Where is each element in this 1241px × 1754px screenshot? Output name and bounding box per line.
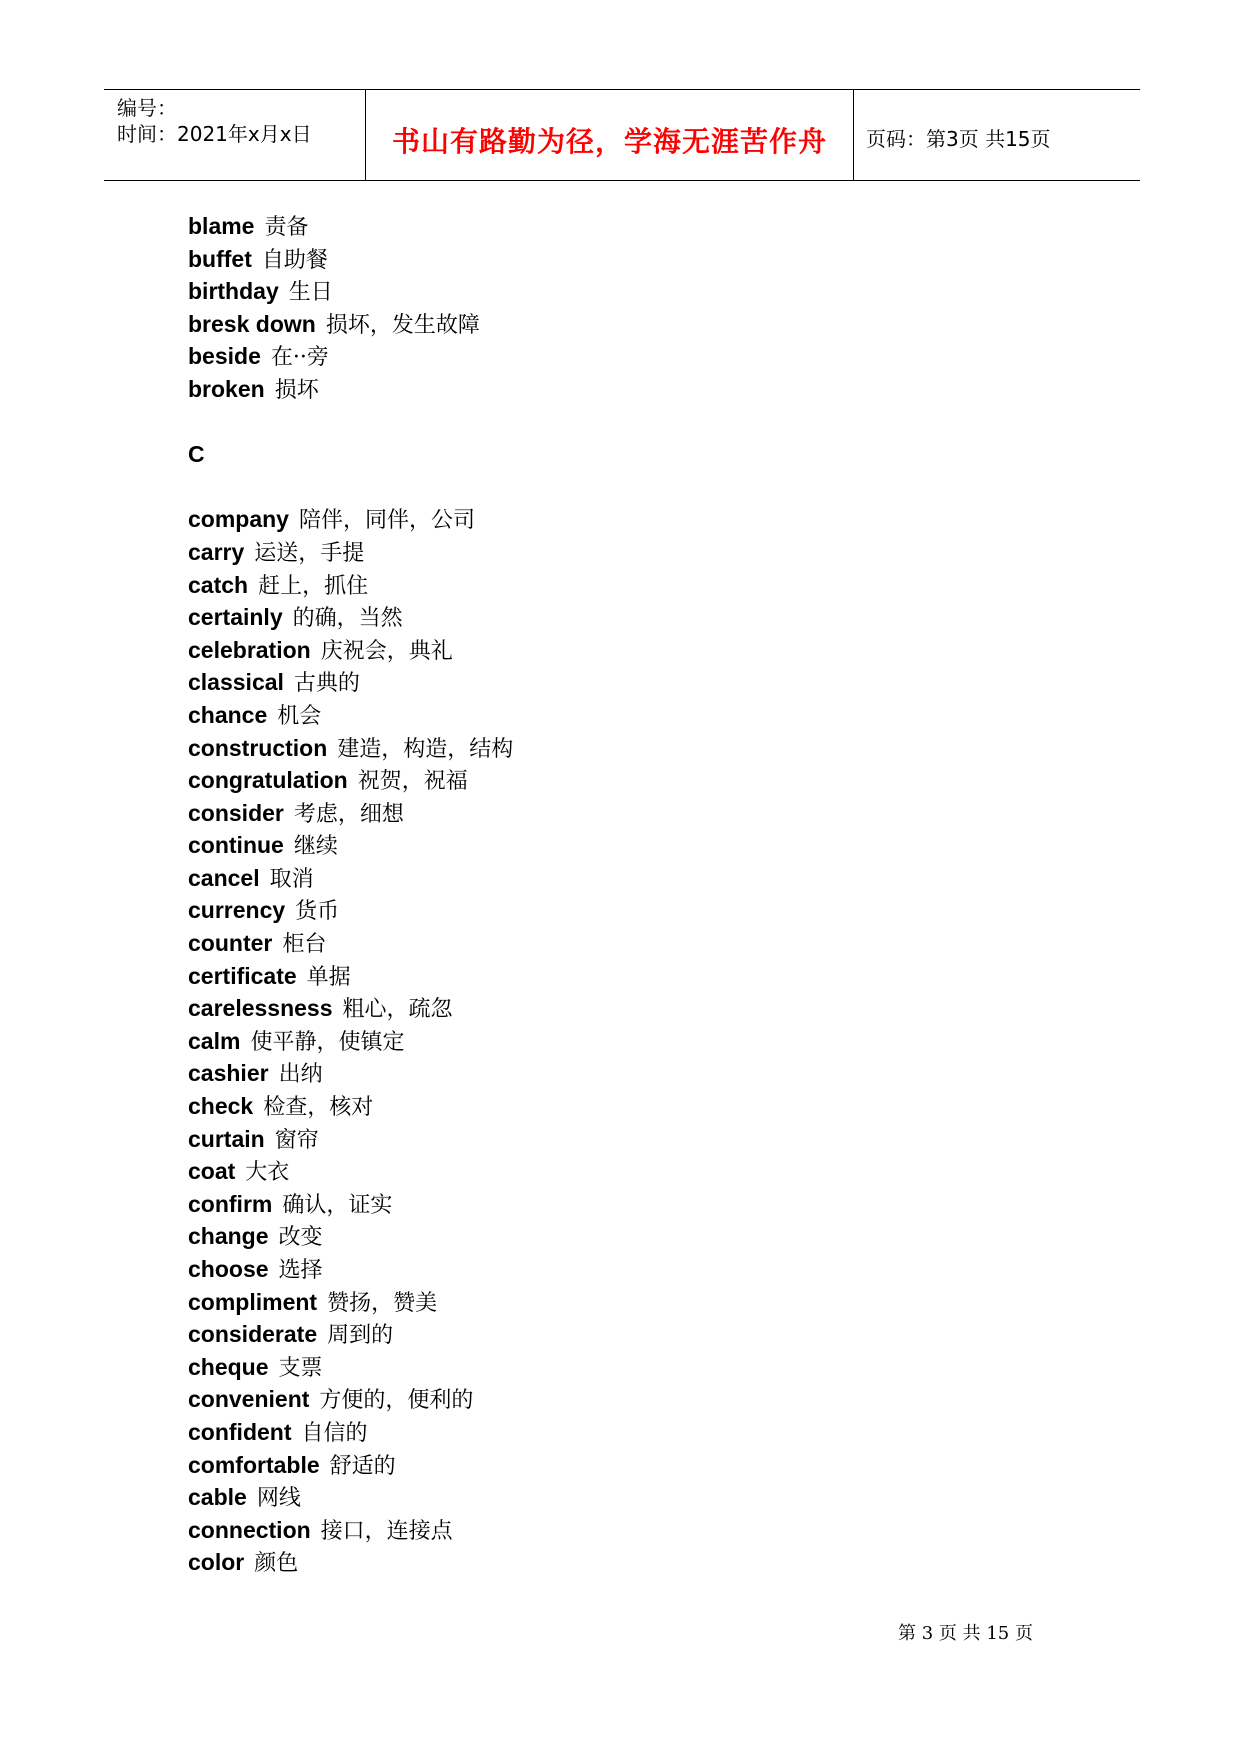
vocab-meaning: 检查，核对: [263, 1095, 374, 1121]
vocab-meaning: 损坏，发生故障: [325, 312, 480, 338]
vocab-meaning: 使平静，使镇定: [250, 1029, 405, 1055]
vocab-meaning: 方便的，便利的: [319, 1388, 474, 1414]
vocab-meaning: 确认，证实: [282, 1192, 393, 1218]
vocab-word: currency: [188, 897, 286, 924]
vocab-meaning: 继续: [293, 834, 338, 860]
motto-text: 书山有路勤为径，学海无涯苦作舟: [391, 125, 827, 158]
vocab-word: choose: [188, 1256, 269, 1282]
vocab-word: carelessness: [188, 995, 333, 1022]
section-c-heading: C: [188, 441, 205, 468]
time-label: 时间：2021年x月x日: [117, 122, 312, 146]
vocab-entry: [188, 732, 513, 765]
vocab-meaning: 接口，连接点: [320, 1518, 453, 1544]
vocab-entry: [188, 1188, 513, 1221]
vocab-meaning: 古典的: [293, 671, 360, 697]
vocab-entry: [188, 1449, 513, 1482]
vocab-word: calm: [188, 1027, 241, 1054]
vocab-word: carry: [188, 538, 245, 565]
vocab-meaning: 责备: [264, 215, 309, 240]
vocab-entry: [188, 1481, 513, 1514]
vocab-meaning: 陪伴，同伴，公司: [298, 508, 475, 534]
vocab-word: cancel: [188, 864, 260, 891]
vocab-meaning: 运送，手提: [254, 540, 365, 566]
vocab-entry: [188, 536, 513, 569]
spacer: [188, 406, 513, 439]
vocab-entry: [188, 308, 513, 341]
header-info-cell: [104, 90, 366, 180]
vocab-word: celebration: [188, 636, 311, 663]
vocab-entry: [188, 666, 513, 699]
vocab-meaning: 在··旁: [270, 345, 329, 371]
vocab-meaning: 自信的: [301, 1420, 368, 1446]
number-label: 编号：: [117, 96, 177, 120]
vocab-entry: [188, 210, 513, 243]
vocab-meaning: 的确，当然: [292, 606, 403, 632]
vocab-meaning: 损坏: [274, 377, 319, 403]
vocab-word: buffet: [188, 245, 252, 272]
vocab-meaning: 改变: [278, 1225, 323, 1251]
vocab-entry: [188, 1057, 513, 1090]
vocab-word: certificate: [188, 962, 297, 989]
vocab-word: cheque: [188, 1353, 269, 1380]
vocab-word: consider: [188, 799, 284, 826]
vocab-word: convenient: [188, 1386, 310, 1413]
vocab-word: continue: [188, 832, 284, 859]
vocab-meaning: 建造，构造，结构: [337, 736, 514, 762]
vocab-entry: [188, 927, 513, 960]
vocab-word: cashier: [188, 1060, 269, 1087]
vocab-word: beside: [188, 343, 261, 370]
vocab-entry: [188, 1123, 513, 1156]
vocab-entry: [188, 340, 513, 373]
vocab-meaning: 自助餐: [261, 247, 328, 273]
vocab-meaning: 庆祝会，典礼: [320, 638, 453, 664]
vocab-word: catch: [188, 571, 249, 598]
vocab-word: blame: [188, 213, 255, 239]
vocab-entry: [188, 829, 513, 862]
vocab-word: chance: [188, 701, 268, 728]
vocab-word: broken: [188, 375, 265, 402]
section-c-list: [188, 503, 513, 1579]
spacer: [188, 471, 513, 504]
vocab-word: birthday: [188, 278, 279, 305]
vocab-entry: [188, 1318, 513, 1351]
vocab-word: curtain: [188, 1125, 265, 1152]
vocab-entry: [188, 503, 513, 536]
vocab-meaning: 生日: [288, 280, 333, 306]
vocab-word: confident: [188, 1418, 292, 1445]
vocab-meaning: 舒适的: [329, 1453, 396, 1479]
section-b-list: [188, 210, 513, 406]
vocab-meaning: 单据: [306, 964, 351, 990]
vocab-entry: [188, 569, 513, 602]
vocab-meaning: 窗帘: [274, 1127, 319, 1153]
vocab-entry: [188, 699, 513, 732]
vocab-meaning: 选择: [278, 1258, 323, 1283]
page-info: 页码：第3页 共15页: [866, 127, 1051, 151]
vocab-word: connection: [188, 1516, 311, 1543]
vocab-entry: [188, 601, 513, 634]
vocab-word: certainly: [188, 604, 283, 631]
vocab-entry: [188, 1514, 513, 1547]
vocab-word: considerate: [188, 1321, 318, 1348]
vocab-entry: [188, 243, 513, 276]
vocab-meaning: 周到的: [327, 1323, 394, 1349]
vocab-word: check: [188, 1093, 254, 1120]
vocabulary-list: [188, 210, 513, 1579]
vocab-entry: [188, 373, 513, 406]
vocab-entry: [188, 275, 513, 308]
vocab-word: comfortable: [188, 1451, 320, 1478]
vocab-meaning: 出纳: [278, 1062, 323, 1088]
vocab-entry: [188, 634, 513, 667]
vocab-word: change: [188, 1223, 269, 1250]
vocab-word: classical: [188, 669, 284, 696]
vocab-entry: [188, 862, 513, 895]
vocab-entry: [188, 960, 513, 993]
vocab-entry: [188, 1220, 513, 1253]
vocab-meaning: 柜台: [282, 932, 327, 958]
vocab-entry: [188, 1155, 513, 1188]
vocab-word: construction: [188, 734, 328, 761]
page-header-table: [104, 89, 1140, 181]
vocab-meaning: 机会: [277, 703, 322, 729]
vocab-word: bresk down: [188, 310, 316, 337]
vocab-word: coat: [188, 1158, 236, 1185]
vocab-word: cable: [188, 1484, 247, 1511]
vocab-meaning: 赶上，抓住: [258, 573, 369, 599]
vocab-word: company: [188, 506, 289, 533]
vocab-entry: [188, 894, 513, 927]
vocab-entry: [188, 764, 513, 797]
vocab-meaning: 颜色: [254, 1551, 299, 1577]
vocab-meaning: 祝贺，祝福: [357, 769, 468, 795]
vocab-entry: [188, 1286, 513, 1319]
header-page-cell: [854, 90, 1140, 180]
vocab-meaning: 网线: [256, 1486, 301, 1512]
vocab-meaning: 支票: [278, 1355, 323, 1381]
vocab-word: counter: [188, 930, 273, 957]
vocab-word: color: [188, 1549, 245, 1576]
vocab-entry: [188, 1025, 513, 1058]
vocab-entry: [188, 797, 513, 830]
vocab-meaning: 赞扬，赞美: [327, 1290, 438, 1316]
vocab-meaning: 取消: [269, 866, 314, 892]
vocab-entry: [188, 992, 513, 1025]
page-footer: 第 3 页 共 15 页: [898, 1623, 1033, 1644]
vocab-meaning: 货币: [295, 899, 340, 925]
vocab-word: confirm: [188, 1190, 273, 1217]
vocab-entry: [188, 1253, 513, 1286]
vocab-entry: [188, 1351, 513, 1384]
vocab-meaning: 粗心，疏忽: [342, 997, 453, 1023]
vocab-word: congratulation: [188, 767, 348, 794]
vocab-meaning: 考虑，细想: [293, 801, 404, 827]
header-motto-cell: [366, 90, 854, 180]
vocab-entry: [188, 1090, 513, 1123]
vocab-word: compliment: [188, 1288, 318, 1315]
vocab-entry: [188, 1416, 513, 1449]
vocab-entry: [188, 1546, 513, 1579]
vocab-entry: [188, 1383, 513, 1416]
vocab-meaning: 大衣: [245, 1160, 290, 1186]
